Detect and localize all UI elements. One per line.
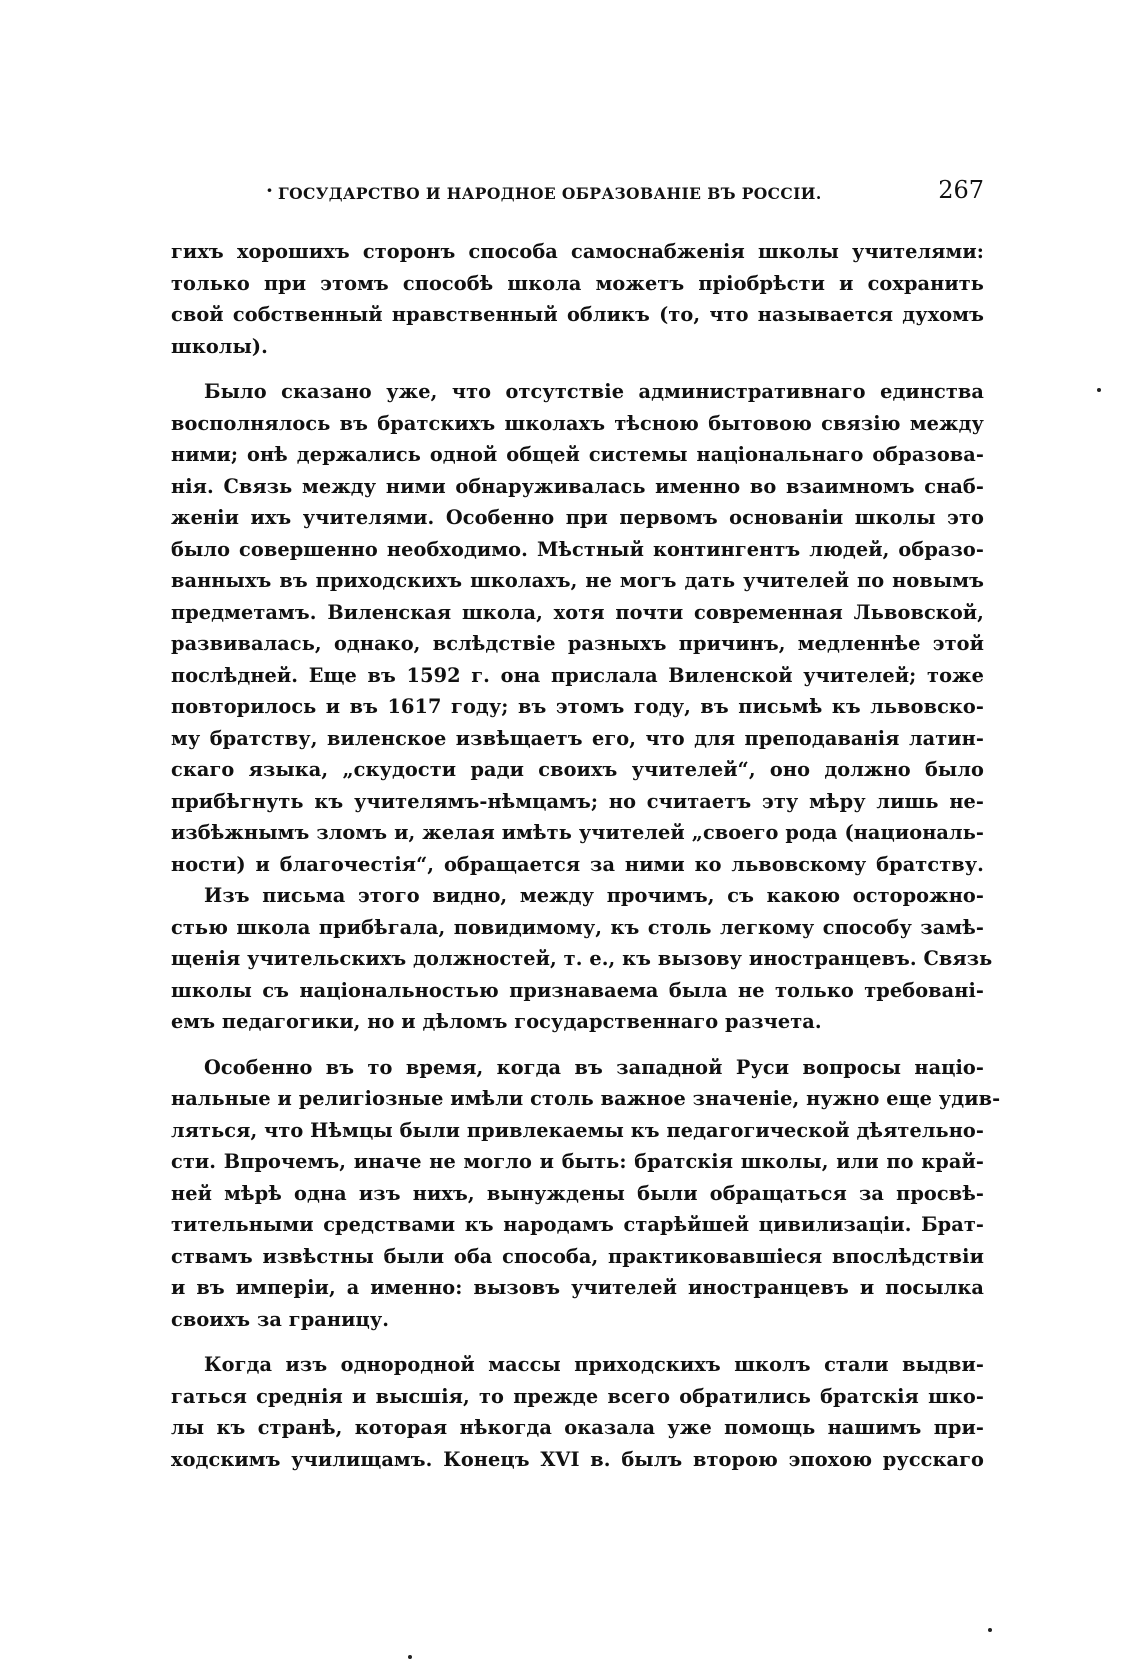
text-line: Особенно въ то время, когда въ западной Руси вопросы націо- (204, 1055, 984, 1079)
text-line: скаго языка, „скудости ради своихъ учителей“, оно должно было (171, 758, 984, 781)
scan-speck (988, 1628, 992, 1632)
text-line: послѣдней. Еще въ 1592 г. она прислала Виленской учителей; тоже (171, 663, 984, 687)
text-line: Было сказано уже, что отсутствіе административнаго единства (204, 380, 984, 403)
text-line: нальные и религіозные имѣли столь важное значеніе, нужно еще удив- (171, 1087, 1001, 1110)
text-line: Когда изъ однородной массы приходскихъ школъ стали выдви- (204, 1353, 984, 1376)
text-line: было совершенно необходимо. Мѣстный контингентъ людей, образо- (171, 537, 984, 561)
text-line: женіи ихъ учителями. Особенно при первомъ основаніи школы это (171, 506, 984, 529)
paragraph (171, 376, 984, 880)
running-title: ГОСУДАРСТВО И НАРОДНОЕ ОБРАЗОВАНІЕ ВЪ РОССІИ. (278, 184, 822, 203)
header-mark: · (266, 178, 273, 202)
paragraph (171, 236, 984, 362)
text-line: ствамъ извѣстны были оба способа, практиковавшіеся впослѣдствіи (171, 1244, 984, 1268)
text-line: развивалась, однако, вслѣдствіе разныхъ причинъ, медленнѣе этой (171, 632, 984, 655)
running-header (172, 178, 984, 208)
text-line: ляться, что Нѣмцы были привлекаемы къ педагогической дѣятельно- (171, 1118, 984, 1142)
body-text (171, 236, 1001, 1475)
text-line: прибѣгнуть къ учителямъ-нѣмцамъ; но считаетъ эту мѣру лишь не- (171, 789, 984, 813)
text-line: сти. Впрочемъ, иначе не могло и быть: братскія школы, или по край- (171, 1150, 984, 1173)
text-line: своихъ за границу. (171, 1307, 390, 1331)
text-line: и въ имперіи, а именно: вызовъ учителей иностранцевъ и посылка (171, 1276, 984, 1299)
text-line: нія. Связь между ними обнаруживалась именно во взаимномъ снаб- (171, 474, 984, 498)
text-line: предметамъ. Виленская школа, хотя почти современная Львовской, (171, 600, 984, 624)
text-line: гаться среднія и высшія, то прежде всего обратились братскія шко- (171, 1384, 984, 1408)
text-line: восполнялось въ братскихъ школахъ тѣсною бытовою связію между (171, 411, 984, 435)
text-line: ванныхъ въ приходскихъ школахъ, не могъ дать учителей по новымъ (171, 569, 984, 592)
scan-speck (1097, 388, 1101, 392)
text-line: ними; онѣ держались одной общей системы національнаго образова- (171, 443, 984, 466)
text-line: гихъ хорошихъ сторонъ способа самоснабженія школы учителями: (171, 240, 984, 263)
text-line: ней мѣрѣ одна изъ нихъ, вынуждены были обращаться за просвѣ- (171, 1181, 984, 1205)
text-line: емъ педагогики, но и дѣломъ государственнаго разчета. (171, 1010, 822, 1033)
text-line: свой собственный нравственный обликъ (то, что называется духомъ (171, 303, 984, 326)
page-number: 267 (938, 176, 984, 204)
paragraph (171, 880, 993, 1038)
paragraph (171, 1349, 984, 1475)
text-line: школы съ національностью признаваема была не только требованi- (171, 978, 984, 1002)
text-line: щенія учительскихъ должностей, т. е., къ вызову иностранцевъ. Связь (171, 947, 993, 970)
text-line: Изъ письма этого видно, между прочимъ, съ какою осторожно- (204, 884, 984, 907)
text-line: му братству, виленское извѣщаетъ его, что для преподаванія латин- (171, 726, 984, 750)
text-line: школы). (171, 334, 268, 358)
text-line: тительными средствами къ народамъ старѣйшей цивилизаціи. Брат- (171, 1213, 984, 1236)
text-line: только при этомъ способѣ школа можетъ пріобрѣсти и сохранить (171, 271, 984, 295)
text-line: ходскимъ училищамъ. Конецъ XVI в. былъ второю эпохою русскаго (171, 1447, 984, 1471)
text-line: ности) и благочестія“, обращается за ними ко львовскому братству. (171, 852, 984, 876)
paragraph (171, 1052, 1001, 1336)
text-line: стью школа прибѣгала, повидимому, къ столь легкому способу замѣ- (171, 915, 984, 939)
text-line: лы къ странѣ, которая нѣкогда оказала уже помощь нашимъ при- (171, 1416, 984, 1439)
scan-speck (408, 1655, 412, 1659)
text-line: повторилось и въ 1617 году; въ этомъ году, въ письмѣ къ львовско- (171, 695, 984, 718)
text-line: избѣжнымъ зломъ и, желая имѣть учителей „своего рода (националь- (171, 821, 984, 844)
